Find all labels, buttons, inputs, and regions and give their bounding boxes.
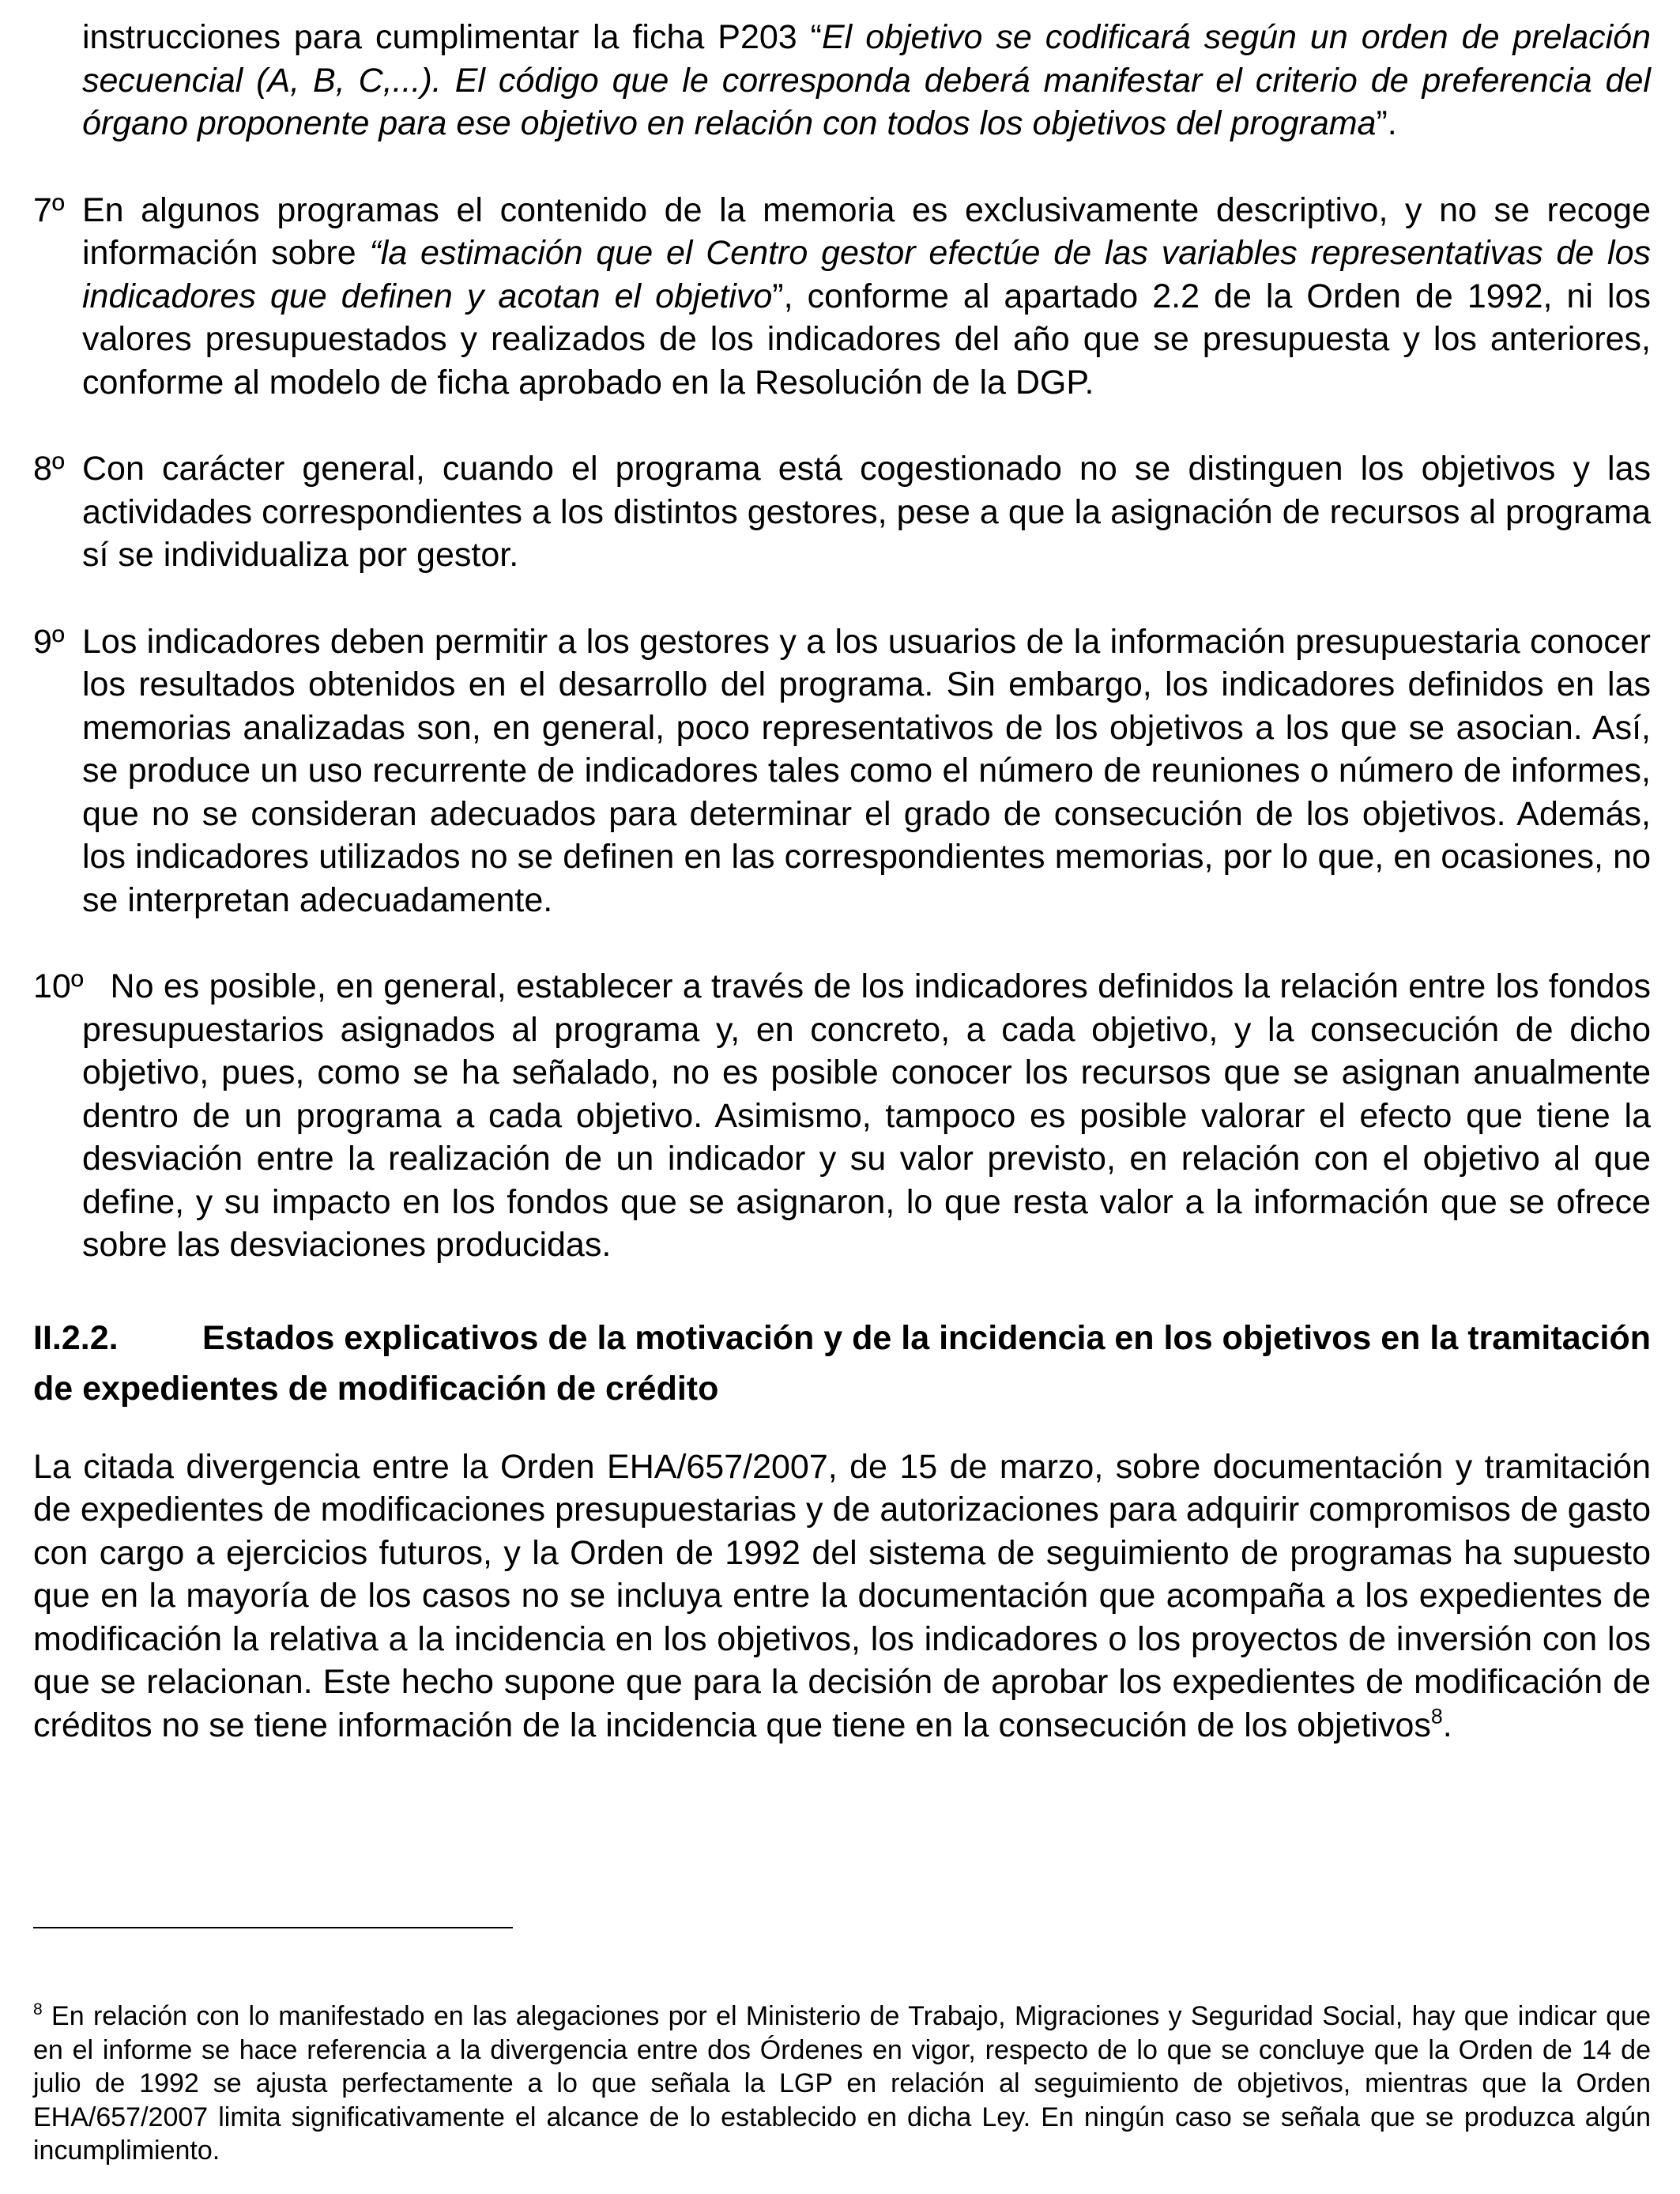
item-number-7: 7º: [33, 190, 65, 229]
item-7-text-b: ”, conforme al apartado 2.2 de la Orden de 1992, ni los valores presupuestados y realizados de los indicadores del año que se presupuesta y los anteriores, conforme al modelo de ficha aprobado en la Resolución de la DGP.: [82, 277, 1651, 401]
paragraph-gap: [33, 1267, 1651, 1313]
item-7-text-a: En algunos programas el contenido de la memoria es exclusivamente descriptivo, y no se recoge información sobre: [82, 190, 1651, 272]
body-paragraph: [33, 1446, 1651, 1747]
item-8-text: Con carácter general, cuando el programa está cogestionado no se distinguen los objetivos y las actividades correspondientes a los distintos gestores, pese a que la asignación de recursos al programa sí se individualiza por gestor.: [82, 450, 1651, 574]
section-title: Estados explicativos de la motivación y de la incidencia en los objetivos en la tramitación de expedientes de modificación de crédito: [33, 1318, 1651, 1408]
footnote-separator: [33, 1927, 513, 1928]
item-number-10: 10º: [33, 967, 84, 1005]
paragraph-gap: [33, 1414, 1651, 1446]
footnote: [33, 2000, 1651, 2168]
paragraph-gap: [33, 145, 1651, 189]
continuation-paragraph: [33, 16, 1651, 145]
section-heading: [33, 1313, 1651, 1414]
footnote-reference[interactable]: 8: [1430, 1703, 1443, 1728]
list-item-7: [33, 189, 1651, 405]
list-item-9: [33, 620, 1651, 922]
paragraph-gap: [33, 577, 1651, 620]
item-number-8: 8º: [33, 450, 65, 488]
body-paragraph-text: La citada divergencia entre la Orden EHA/657/2007, de 15 de marzo, sobre documentación y tramitación de expedientes de modificaciones presupuestarias y de autorizaciones para adquirir compromisos de gasto con cargo a ejercicios futuros, y la Orden de 1992 del sistema de seguimiento de programas ha supuesto que en la mayoría de los casos no se incluya entre la documentación que acompaña a los expedientes de modificación la relativa a la incidencia en los objetivos, los indicadores o los proyectos de inversión con los que se relacionan. Este hecho supone que para la decisión de aprobar los expedientes de modificación de créditos no se tiene información de la incidencia que tiene en la consecución de los objetivos: [33, 1447, 1651, 1744]
continuation-quote: El objetivo se codificará según un orden de prelación secuencial (A, B, C,...). El código que le corresponda deberá manifestar el criterio de preferencia del órgano proponente para ese objetivo en relación con todos los objetivos del programa: [82, 18, 1651, 142]
body-paragraph-end: .: [1442, 1706, 1452, 1744]
item-9-text: Los indicadores deben permitir a los gestores y a los usuarios de la información presupuestaria conocer los resultados obtenidos en el desarrollo del programa. Sin embargo, los indicadores definidos en las memorias analizadas son, en general, poco representativos de los objetivos a los que se asocian. Así, se produce un uso recurrente de indicadores tales como el número de reuniones o número de informes, que no se consideran adecuados para determinar el grado de consecución de los objetivos. Además, los indicadores utilizados no se definen en las correspondientes memorias, por lo que, en ocasiones, no se interpretan adecuadamente.: [82, 622, 1651, 919]
paragraph-gap: [33, 404, 1651, 447]
continuation-suffix: ”.: [1376, 104, 1397, 142]
paragraph-gap: [33, 922, 1651, 965]
item-number-9: 9º: [33, 622, 65, 661]
list-item-8: [33, 447, 1651, 577]
document-page: [33, 16, 1651, 1747]
item-10-text: No es posible, en general, establecer a través de los indicadores definidos la relación entre los fondos presupuestarios asignados al programa y, en concreto, a cada objetivo, y la consecución de dicho objetivo, pues, como se ha señalado, no es posible conocer los recursos que se asignan anualmente dentro de un programa a cada objetivo. Asimismo, tampoco es posible valorar el efecto que tiene la desviación entre la realización de un indicador y su valor previsto, en relación con el objetivo al que define, y su impacto en los fondos que se asignaron, lo que resta valor a la información que se ofrece sobre las desviaciones producidas.: [82, 967, 1651, 1264]
footnote-marker: 8: [33, 2000, 43, 2019]
section-number: II.2.2.: [33, 1318, 119, 1357]
footnote-text: En relación con lo manifestado en las alegaciones por el Ministerio de Trabajo, Migraciones y Seguridad Social, hay que indicar que en el informe se hace referencia a la divergencia entre dos Órdenes en vigor, respecto de lo que se concluye que la Orden de 14 de julio de 1992 se ajusta perfectamente a lo que señala la LGP en relación al seguimiento de objetivos, mientras que la Orden EHA/657/2007 limita significativamente el alcance de lo establecido en dicha Ley. En ningún caso se señala que se produzca algún incumplimiento.: [33, 2001, 1651, 2166]
list-item-10: [33, 965, 1651, 1267]
continuation-prefix: instrucciones para cumplimentar la ficha P203 “: [82, 18, 822, 56]
item-7-quote: “la estimación que el Centro gestor efectúe de las variables representativas de los indicadores que definen y acotan el objetivo: [82, 234, 1651, 315]
